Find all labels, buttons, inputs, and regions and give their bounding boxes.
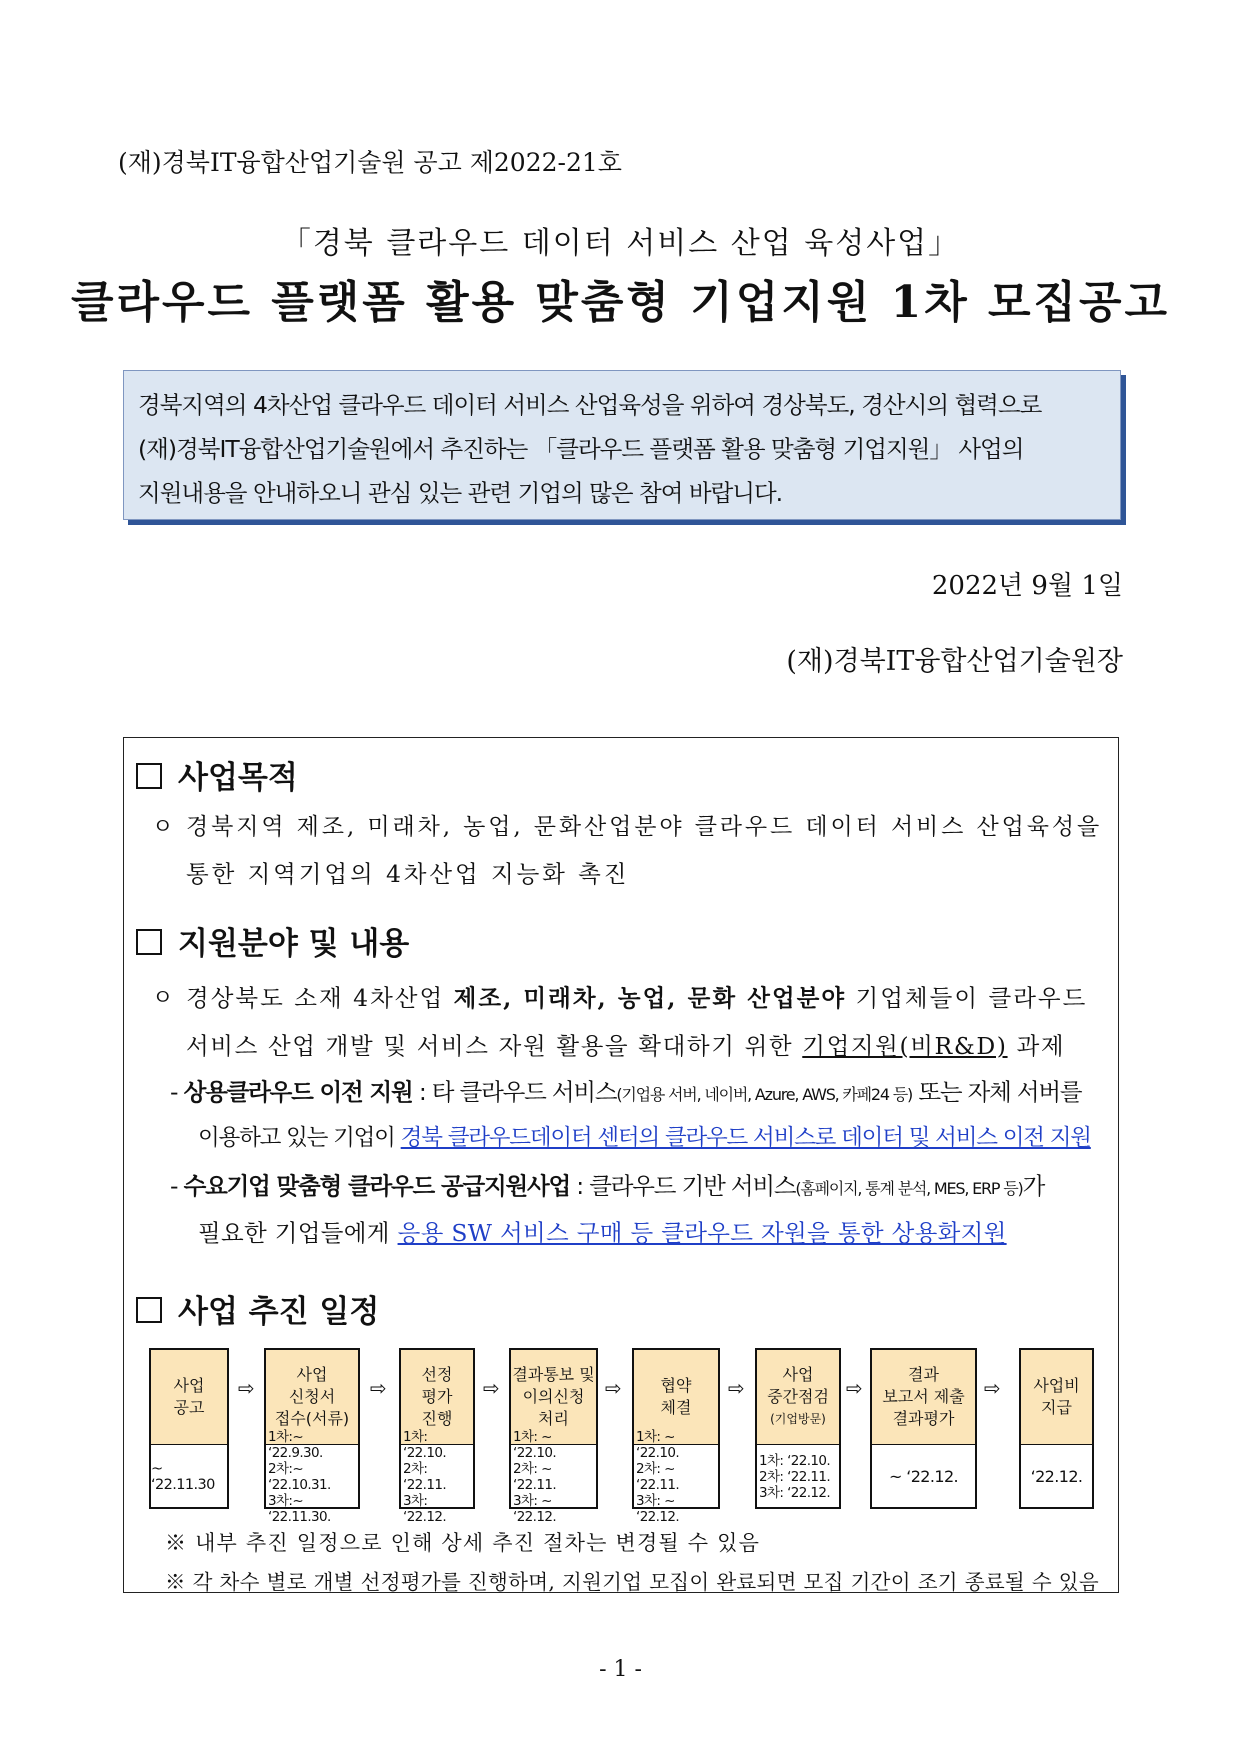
intro-line-1: 경북지역의 4차산업 클라우드 데이터 서비스 산업육성을 위하여 경상북도, 경산시의 협력으로: [138, 391, 1042, 419]
support-line-2: 서비스 산업 개발 및 서비스 자원 활용을 확대하기 위한 기업지원(비R&D) 과제: [186, 1032, 1066, 1060]
section-heading-schedule: 사업 추진 일정: [136, 1286, 379, 1331]
purpose-line-1: 경북지역 제조, 미래차, 농업, 문화산업분야 클라우드 데이터 서비스 산업육성을: [186, 814, 1103, 840]
sub-item-demand-supply: - 수요기업 맞춤형 클라우드 공급지원사업 : 클라우드 기반 서비스(홈페이지, 통계 분석, MES, ERP 등)가: [170, 1172, 1045, 1200]
commercialization-support-link[interactable]: 응용 SW 서비스 구매 등 클라우드 자원을 통한 상용화지원: [397, 1219, 1007, 1247]
document-subtitle: 「경북 클라우드 데이터 서비스 산업 육성사업」: [280, 226, 961, 261]
arrow-right-icon: ⇨: [984, 1376, 1001, 1400]
schedule-step-application: 사업 신청서 접수(서류) 1차:~ ‘22.9.30. 2차:~ ‘22.10.31. 3차:~ ‘22.11.30.: [264, 1348, 360, 1509]
schedule-step-announcement: 사업 공고 ~ ‘22.11.30: [149, 1348, 229, 1509]
section-heading-support: 지원분야 및 내용: [136, 918, 409, 963]
arrow-right-icon: ⇨: [605, 1376, 622, 1400]
sub-item-demand-supply-line-2: 필요한 기업들에게 응용 SW 서비스 구매 등 클라우드 자원을 통한 상용화지원: [198, 1219, 1007, 1247]
checkbox-square-icon: [136, 1297, 162, 1323]
intro-box: [123, 370, 1121, 520]
schedule-step-agreement: 협약 체결 1차: ~ ‘22.10. 2차: ~ ‘22.11. 3차: ~ ‘22.12.: [632, 1348, 720, 1509]
arrow-right-icon: ⇨: [846, 1376, 863, 1400]
arrow-right-icon: ⇨: [483, 1376, 500, 1400]
bullet-icon: ㅇ: [152, 815, 174, 840]
document-title: 클라우드 플랫폼 활용 맞춤형 기업지원 1차 모집공고: [70, 277, 1171, 328]
arrow-right-icon: ⇨: [238, 1376, 255, 1400]
schedule-note-2: ※ 각 차수 별로 개별 선정평가를 진행하며, 지원기업 모집이 완료되면 모집 기간이 조기 종료될 수 있음: [165, 1570, 1099, 1594]
checkbox-square-icon: [136, 929, 162, 955]
support-line-1: 경상북도 소재 4차산업 제조, 미래차, 농업, 문화 산업분야 기업체들이 클라우드: [186, 984, 1088, 1012]
purpose-line-2: 통한 지역기업의 4차산업 지능화 촉진: [186, 860, 630, 888]
schedule-step-interim-check: 사업 중간점검 (기업방문) 1차: ‘22.10. 2차: ‘22.11. 3차: ‘22.12.: [755, 1348, 841, 1509]
schedule-step-evaluation: 선정 평가 진행 1차: ‘22.10. 2차: ‘22.11. 3차: ‘22.12.: [399, 1348, 475, 1509]
schedule-step-result-notice: 결과통보 및 이의신청 처리 1차: ~ ‘22.10. 2차: ~ ‘22.11. 3차: ~ ‘22.12.: [509, 1348, 598, 1509]
sub-item-cloud-migration: - 상용클라우드 이전 지원 : 타 클라우드 서비스(기업용 서버, 네이버, Azure, AWS, 카페24 등) 또는 자체 서버를: [170, 1078, 1082, 1106]
schedule-step-payment: 사업비 지급 ‘22.12.: [1019, 1348, 1094, 1509]
issuer: (재)경북IT융합산업기술원장: [786, 646, 1123, 677]
schedule-note-1: ※ 내부 추진 일정으로 인해 상세 추진 절차는 변경될 수 있음: [165, 1531, 761, 1555]
section-heading-purpose: 사업목적: [136, 752, 298, 797]
cloud-migration-link[interactable]: 경북 클라우드데이터 센터의 클라우드 서비스로 데이터 및 서비스 이전 지원: [400, 1125, 1091, 1151]
arrow-right-icon: ⇨: [370, 1376, 387, 1400]
checkbox-square-icon: [136, 763, 162, 789]
notice-date: 2022년 9월 1일: [931, 571, 1123, 601]
sub-item-cloud-migration-line-2: 이용하고 있는 기업이 경북 클라우드데이터 센터의 클라우드 서비스로 데이터 및 서비스 이전 지원: [198, 1125, 1091, 1151]
intro-line-2: (재)경북IT융합산업기술원에서 추진하는 「클라우드 플랫폼 활용 맞춤형 기업지원」 사업의: [138, 435, 1024, 463]
bullet-icon: ㅇ: [152, 986, 174, 1011]
arrow-right-icon: ⇨: [728, 1376, 745, 1400]
intro-line-3: 지원내용을 안내하오니 관심 있는 관련 기업의 많은 참여 바랍니다.: [138, 479, 783, 507]
page-number: - 1 -: [599, 1657, 642, 1682]
schedule-step-final-report: 결과 보고서 제출 결과평가 ~ ‘22.12.: [870, 1348, 977, 1509]
notice-number: (재)경북IT융합산업기술원 공고 제2022-21호: [118, 148, 622, 177]
